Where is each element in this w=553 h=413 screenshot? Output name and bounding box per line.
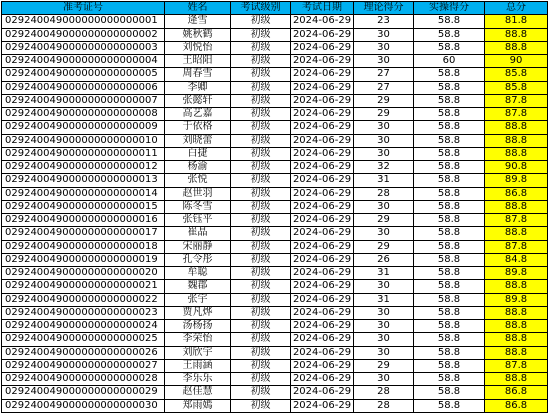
name-cell[interactable]: 王昭阳 xyxy=(165,55,231,68)
exam-date-cell[interactable]: 2024-06-29 xyxy=(291,293,354,306)
theory-score-cell[interactable]: 31 xyxy=(354,267,414,280)
table-row xyxy=(2,386,548,399)
total-score-cell[interactable]: 88.8 xyxy=(485,373,548,386)
exam-date-cell[interactable]: 2024-06-29 xyxy=(291,386,354,399)
practical-score-cell[interactable]: 58.8 xyxy=(414,227,485,240)
table-row xyxy=(2,227,548,240)
name-cell[interactable]: 赵佳慧 xyxy=(165,386,231,399)
name-cell[interactable]: 李乐乐 xyxy=(165,373,231,386)
exam-date-cell[interactable]: 2024-06-29 xyxy=(291,134,354,147)
exam-id-cell[interactable]: 029240049000000000000011 xyxy=(2,147,165,160)
total-score-cell[interactable]: 88.8 xyxy=(485,41,548,54)
practical-score-cell[interactable]: 58.8 xyxy=(414,293,485,306)
table-row xyxy=(2,280,548,293)
total-score-cell[interactable]: 87.8 xyxy=(485,359,548,372)
theory-score-cell[interactable]: 30 xyxy=(354,200,414,213)
table-row xyxy=(2,161,548,174)
exam-level-cell[interactable]: 初级 xyxy=(231,121,291,134)
theory-score-cell[interactable]: 30 xyxy=(354,306,414,319)
total-score-cell[interactable]: 88.8 xyxy=(485,333,548,346)
table-row xyxy=(2,68,548,81)
exam-id-cell[interactable]: 029240049000000000000028 xyxy=(2,373,165,386)
theory-score-cell[interactable]: 29 xyxy=(354,214,414,227)
exam-date-cell[interactable]: 2024-06-29 xyxy=(291,306,354,319)
exam-level-cell[interactable]: 初级 xyxy=(231,359,291,372)
exam-id-cell[interactable]: 029240049000000000000014 xyxy=(2,187,165,200)
exam-id-cell[interactable]: 029240049000000000000020 xyxy=(2,267,165,280)
exam-level-cell[interactable]: 初级 xyxy=(231,399,291,412)
table-row xyxy=(2,346,548,359)
name-cell[interactable]: 李卿 xyxy=(165,81,231,94)
theory-score-cell[interactable]: 30 xyxy=(354,134,414,147)
name-cell[interactable]: 姚秋鹤 xyxy=(165,28,231,41)
name-cell[interactable]: 刘欣宇 xyxy=(165,346,231,359)
table-row xyxy=(2,214,548,227)
total-score-cell[interactable]: 88.8 xyxy=(485,147,548,160)
name-cell[interactable]: 于依格 xyxy=(165,121,231,134)
table-row xyxy=(2,333,548,346)
exam-id-cell[interactable]: 029240049000000000000022 xyxy=(2,293,165,306)
theory-score-cell[interactable]: 30 xyxy=(354,320,414,333)
total-score-cell[interactable]: 85.8 xyxy=(485,68,548,81)
total-score-cell[interactable]: 88.8 xyxy=(485,346,548,359)
theory-score-cell[interactable]: 32 xyxy=(354,161,414,174)
exam-id-cell[interactable]: 029240049000000000000008 xyxy=(2,108,165,121)
total-score-cell[interactable]: 88.8 xyxy=(485,320,548,333)
table-row xyxy=(2,267,548,280)
exam-level-cell[interactable]: 初级 xyxy=(231,161,291,174)
practical-score-cell[interactable]: 58.8 xyxy=(414,161,485,174)
theory-score-cell[interactable]: 30 xyxy=(354,121,414,134)
total-score-cell[interactable]: 84.8 xyxy=(485,253,548,266)
name-cell[interactable]: 崔晶 xyxy=(165,227,231,240)
exam-level-cell[interactable]: 初级 xyxy=(231,320,291,333)
exam-date-cell[interactable]: 2024-06-29 xyxy=(291,41,354,54)
practical-score-cell[interactable]: 58.8 xyxy=(414,267,485,280)
theory-score-cell[interactable]: 23 xyxy=(354,15,414,28)
exam-level-cell[interactable]: 初级 xyxy=(231,68,291,81)
name-cell[interactable]: 张宇 xyxy=(165,293,231,306)
table-row xyxy=(2,41,548,54)
exam-id-cell[interactable]: 029240049000000000000021 xyxy=(2,280,165,293)
name-cell[interactable]: 刘悦怡 xyxy=(165,41,231,54)
name-cell[interactable]: 牟聪 xyxy=(165,267,231,280)
exam-level-cell[interactable]: 初级 xyxy=(231,134,291,147)
exam-level-cell[interactable]: 初级 xyxy=(231,200,291,213)
practical-score-cell[interactable]: 58.8 xyxy=(414,214,485,227)
practical-score-cell[interactable]: 58.8 xyxy=(414,346,485,359)
exam-date-cell[interactable]: 2024-06-29 xyxy=(291,161,354,174)
name-cell[interactable]: 王雨涵 xyxy=(165,359,231,372)
total-score-cell[interactable]: 88.8 xyxy=(485,280,548,293)
practical-score-cell[interactable]: 58.8 xyxy=(414,399,485,412)
exam-level-cell[interactable]: 初级 xyxy=(231,267,291,280)
total-score-cell[interactable]: 86.8 xyxy=(485,187,548,200)
theory-score-cell[interactable]: 28 xyxy=(354,386,414,399)
theory-score-cell[interactable]: 27 xyxy=(354,68,414,81)
exam-date-cell[interactable]: 2024-06-29 xyxy=(291,121,354,134)
total-score-cell[interactable]: 88.8 xyxy=(485,134,548,147)
exam-id-cell[interactable]: 029240049000000000000012 xyxy=(2,161,165,174)
exam-id-cell[interactable]: 029240049000000000000026 xyxy=(2,346,165,359)
table-row xyxy=(2,174,548,187)
name-cell[interactable]: 贾凡烨 xyxy=(165,306,231,319)
exam-date-cell[interactable]: 2024-06-29 xyxy=(291,81,354,94)
exam-level-cell[interactable]: 初级 xyxy=(231,81,291,94)
total-score-cell[interactable]: 87.8 xyxy=(485,108,548,121)
exam-id-cell[interactable]: 029240049000000000000010 xyxy=(2,134,165,147)
theory-score-cell[interactable]: 30 xyxy=(354,28,414,41)
total-score-cell[interactable]: 86.8 xyxy=(485,399,548,412)
theory-score-cell[interactable]: 28 xyxy=(354,399,414,412)
exam-date-cell[interactable]: 2024-06-29 xyxy=(291,108,354,121)
practical-score-cell[interactable]: 58.8 xyxy=(414,81,485,94)
total-score-cell[interactable]: 90 xyxy=(485,55,548,68)
total-score-cell[interactable]: 88.8 xyxy=(485,306,548,319)
name-cell[interactable]: 逄雪 xyxy=(165,15,231,28)
table-row xyxy=(2,306,548,319)
exam-level-cell[interactable]: 初级 xyxy=(231,55,291,68)
table-row xyxy=(2,81,548,94)
name-cell[interactable]: 张悦 xyxy=(165,174,231,187)
practical-score-cell[interactable]: 58.8 xyxy=(414,41,485,54)
exam-date-cell[interactable]: 2024-06-29 xyxy=(291,267,354,280)
table-row xyxy=(2,134,548,147)
theory-score-cell[interactable]: 29 xyxy=(354,240,414,253)
exam-level-cell[interactable]: 初级 xyxy=(231,253,291,266)
table-row xyxy=(2,253,548,266)
practical-score-cell[interactable]: 58.8 xyxy=(414,240,485,253)
exam-level-cell[interactable]: 初级 xyxy=(231,94,291,107)
exam-date-cell[interactable]: 2024-06-29 xyxy=(291,253,354,266)
total-score-cell[interactable]: 87.8 xyxy=(485,214,548,227)
total-score-cell[interactable]: 88.8 xyxy=(485,200,548,213)
theory-score-cell[interactable]: 29 xyxy=(354,94,414,107)
score-table xyxy=(1,1,548,413)
theory-score-cell[interactable]: 28 xyxy=(354,187,414,200)
total-score-cell[interactable]: 89.8 xyxy=(485,293,548,306)
practical-score-cell[interactable]: 58.8 xyxy=(414,253,485,266)
header-name[interactable]: 姓名 xyxy=(165,2,231,15)
name-cell[interactable]: 张钰平 xyxy=(165,214,231,227)
header-practical-score[interactable]: 实操得分 xyxy=(414,2,485,15)
total-score-cell[interactable]: 85.8 xyxy=(485,81,548,94)
exam-level-cell[interactable]: 初级 xyxy=(231,41,291,54)
exam-id-cell[interactable]: 029240049000000000000030 xyxy=(2,399,165,412)
exam-date-cell[interactable]: 2024-06-29 xyxy=(291,227,354,240)
exam-level-cell[interactable]: 初级 xyxy=(231,227,291,240)
table-row xyxy=(2,55,548,68)
practical-score-cell[interactable]: 58.8 xyxy=(414,147,485,160)
exam-level-cell[interactable]: 初级 xyxy=(231,373,291,386)
name-cell[interactable]: 白捷 xyxy=(165,147,231,160)
exam-date-cell[interactable]: 2024-06-29 xyxy=(291,373,354,386)
exam-level-cell[interactable]: 初级 xyxy=(231,386,291,399)
total-score-cell[interactable]: 88.8 xyxy=(485,28,548,41)
exam-date-cell[interactable]: 2024-06-29 xyxy=(291,147,354,160)
exam-date-cell[interactable]: 2024-06-29 xyxy=(291,214,354,227)
exam-id-cell[interactable]: 029240049000000000000016 xyxy=(2,214,165,227)
exam-id-cell[interactable]: 029240049000000000000019 xyxy=(2,253,165,266)
total-score-cell[interactable]: 87.8 xyxy=(485,240,548,253)
exam-id-cell[interactable]: 029240049000000000000024 xyxy=(2,320,165,333)
practical-score-cell[interactable]: 60 xyxy=(414,55,485,68)
exam-id-cell[interactable]: 029240049000000000000006 xyxy=(2,81,165,94)
exam-level-cell[interactable]: 初级 xyxy=(231,174,291,187)
total-score-cell[interactable]: 87.8 xyxy=(485,94,548,107)
theory-score-cell[interactable]: 31 xyxy=(354,174,414,187)
exam-date-cell[interactable]: 2024-06-29 xyxy=(291,94,354,107)
theory-score-cell[interactable]: 31 xyxy=(354,293,414,306)
total-score-cell[interactable]: 81.8 xyxy=(485,15,548,28)
theory-score-cell[interactable]: 30 xyxy=(354,227,414,240)
exam-id-cell[interactable]: 029240049000000000000005 xyxy=(2,68,165,81)
name-cell[interactable]: 宋丽静 xyxy=(165,240,231,253)
practical-score-cell[interactable]: 58.8 xyxy=(414,94,485,107)
exam-id-cell[interactable]: 029240049000000000000027 xyxy=(2,359,165,372)
exam-id-cell[interactable]: 029240049000000000000001 xyxy=(2,15,165,28)
exam-level-cell[interactable]: 初级 xyxy=(231,346,291,359)
exam-level-cell[interactable]: 初级 xyxy=(231,306,291,319)
practical-score-cell[interactable]: 58.8 xyxy=(414,108,485,121)
exam-level-cell[interactable]: 初级 xyxy=(231,293,291,306)
exam-date-cell[interactable]: 2024-06-29 xyxy=(291,15,354,28)
practical-score-cell[interactable]: 58.8 xyxy=(414,68,485,81)
exam-date-cell[interactable]: 2024-06-29 xyxy=(291,399,354,412)
name-cell[interactable]: 张懿轩 xyxy=(165,94,231,107)
header-exam-date[interactable]: 考试日期 xyxy=(291,2,354,15)
theory-score-cell[interactable]: 30 xyxy=(354,333,414,346)
exam-level-cell[interactable]: 初级 xyxy=(231,108,291,121)
total-score-cell[interactable]: 90.8 xyxy=(485,161,548,174)
theory-score-cell[interactable]: 30 xyxy=(354,147,414,160)
header-exam-level[interactable]: 考试级别 xyxy=(231,2,291,15)
name-cell[interactable]: 周春雪 xyxy=(165,68,231,81)
exam-id-cell[interactable]: 029240049000000000000023 xyxy=(2,306,165,319)
exam-date-cell[interactable]: 2024-06-29 xyxy=(291,187,354,200)
table-row xyxy=(2,399,548,412)
name-cell[interactable]: 汤杨扬 xyxy=(165,320,231,333)
table-row xyxy=(2,373,548,386)
exam-id-cell[interactable]: 029240049000000000000007 xyxy=(2,94,165,107)
exam-date-cell[interactable]: 2024-06-29 xyxy=(291,68,354,81)
total-score-cell[interactable]: 88.8 xyxy=(485,227,548,240)
exam-date-cell[interactable]: 2024-06-29 xyxy=(291,55,354,68)
exam-date-cell[interactable]: 2024-06-29 xyxy=(291,240,354,253)
practical-score-cell[interactable]: 58.8 xyxy=(414,386,485,399)
header-theory-score[interactable]: 理论得分 xyxy=(354,2,414,15)
total-score-cell[interactable]: 89.8 xyxy=(485,174,548,187)
exam-level-cell[interactable]: 初级 xyxy=(231,240,291,253)
table-row xyxy=(2,240,548,253)
name-cell[interactable]: 赵世羽 xyxy=(165,187,231,200)
total-score-cell[interactable]: 86.8 xyxy=(485,386,548,399)
table-row xyxy=(2,187,548,200)
exam-level-cell[interactable]: 初级 xyxy=(231,333,291,346)
practical-score-cell[interactable]: 58.8 xyxy=(414,333,485,346)
name-cell[interactable]: 高艺嘉 xyxy=(165,108,231,121)
header-row xyxy=(2,2,548,15)
exam-date-cell[interactable]: 2024-06-29 xyxy=(291,320,354,333)
name-cell[interactable]: 魏郡 xyxy=(165,280,231,293)
header-exam-id[interactable]: 准考证号 xyxy=(2,2,165,15)
name-cell[interactable]: 杨渝 xyxy=(165,161,231,174)
name-cell[interactable]: 刘晓蕾 xyxy=(165,134,231,147)
table-row xyxy=(2,359,548,372)
exam-level-cell[interactable]: 初级 xyxy=(231,280,291,293)
table-row xyxy=(2,108,548,121)
practical-score-cell[interactable]: 58.8 xyxy=(414,373,485,386)
exam-id-cell[interactable]: 029240049000000000000009 xyxy=(2,121,165,134)
exam-level-cell[interactable]: 初级 xyxy=(231,28,291,41)
exam-date-cell[interactable]: 2024-06-29 xyxy=(291,346,354,359)
exam-date-cell[interactable]: 2024-06-29 xyxy=(291,174,354,187)
total-score-cell[interactable]: 88.8 xyxy=(485,121,548,134)
practical-score-cell[interactable]: 58.8 xyxy=(414,134,485,147)
name-cell[interactable]: 李荣怡 xyxy=(165,333,231,346)
theory-score-cell[interactable]: 29 xyxy=(354,359,414,372)
exam-id-cell[interactable]: 029240049000000000000017 xyxy=(2,227,165,240)
exam-id-cell[interactable]: 029240049000000000000025 xyxy=(2,333,165,346)
theory-score-cell[interactable]: 30 xyxy=(354,55,414,68)
practical-score-cell[interactable]: 58.8 xyxy=(414,200,485,213)
practical-score-cell[interactable]: 58.8 xyxy=(414,306,485,319)
table-row xyxy=(2,320,548,333)
exam-level-cell[interactable]: 初级 xyxy=(231,147,291,160)
exam-level-cell[interactable]: 初级 xyxy=(231,214,291,227)
exam-id-cell[interactable]: 029240049000000000000015 xyxy=(2,200,165,213)
theory-score-cell[interactable]: 27 xyxy=(354,81,414,94)
exam-level-cell[interactable]: 初级 xyxy=(231,187,291,200)
theory-score-cell[interactable]: 30 xyxy=(354,373,414,386)
exam-date-cell[interactable]: 2024-06-29 xyxy=(291,333,354,346)
exam-id-cell[interactable]: 029240049000000000000002 xyxy=(2,28,165,41)
theory-score-cell[interactable]: 30 xyxy=(354,41,414,54)
practical-score-cell[interactable]: 58.8 xyxy=(414,28,485,41)
exam-id-cell[interactable]: 029240049000000000000004 xyxy=(2,55,165,68)
exam-level-cell[interactable]: 初级 xyxy=(231,15,291,28)
practical-score-cell[interactable]: 58.8 xyxy=(414,15,485,28)
exam-date-cell[interactable]: 2024-06-29 xyxy=(291,200,354,213)
table-row xyxy=(2,28,548,41)
theory-score-cell[interactable]: 30 xyxy=(354,346,414,359)
total-score-cell[interactable]: 89.8 xyxy=(485,267,548,280)
name-cell[interactable]: 孔令彤 xyxy=(165,253,231,266)
table-row xyxy=(2,147,548,160)
practical-score-cell[interactable]: 58.8 xyxy=(414,174,485,187)
table-row xyxy=(2,121,548,134)
exam-id-cell[interactable]: 029240049000000000000029 xyxy=(2,386,165,399)
name-cell[interactable]: 陈冬雪 xyxy=(165,200,231,213)
header-total-score[interactable]: 总分 xyxy=(485,2,548,15)
exam-date-cell[interactable]: 2024-06-29 xyxy=(291,280,354,293)
practical-score-cell[interactable]: 58.8 xyxy=(414,359,485,372)
exam-id-cell[interactable]: 029240049000000000000013 xyxy=(2,174,165,187)
table-row xyxy=(2,94,548,107)
practical-score-cell[interactable]: 58.8 xyxy=(414,280,485,293)
theory-score-cell[interactable]: 30 xyxy=(354,280,414,293)
table-row xyxy=(2,200,548,213)
practical-score-cell[interactable]: 58.8 xyxy=(414,187,485,200)
exam-id-cell[interactable]: 029240049000000000000018 xyxy=(2,240,165,253)
exam-id-cell[interactable]: 029240049000000000000003 xyxy=(2,41,165,54)
exam-date-cell[interactable]: 2024-06-29 xyxy=(291,359,354,372)
exam-date-cell[interactable]: 2024-06-29 xyxy=(291,28,354,41)
theory-score-cell[interactable]: 29 xyxy=(354,108,414,121)
table-row xyxy=(2,15,548,28)
practical-score-cell[interactable]: 58.8 xyxy=(414,320,485,333)
name-cell[interactable]: 郑雨嫣 xyxy=(165,399,231,412)
table-row xyxy=(2,293,548,306)
practical-score-cell[interactable]: 58.8 xyxy=(414,121,485,134)
theory-score-cell[interactable]: 26 xyxy=(354,253,414,266)
